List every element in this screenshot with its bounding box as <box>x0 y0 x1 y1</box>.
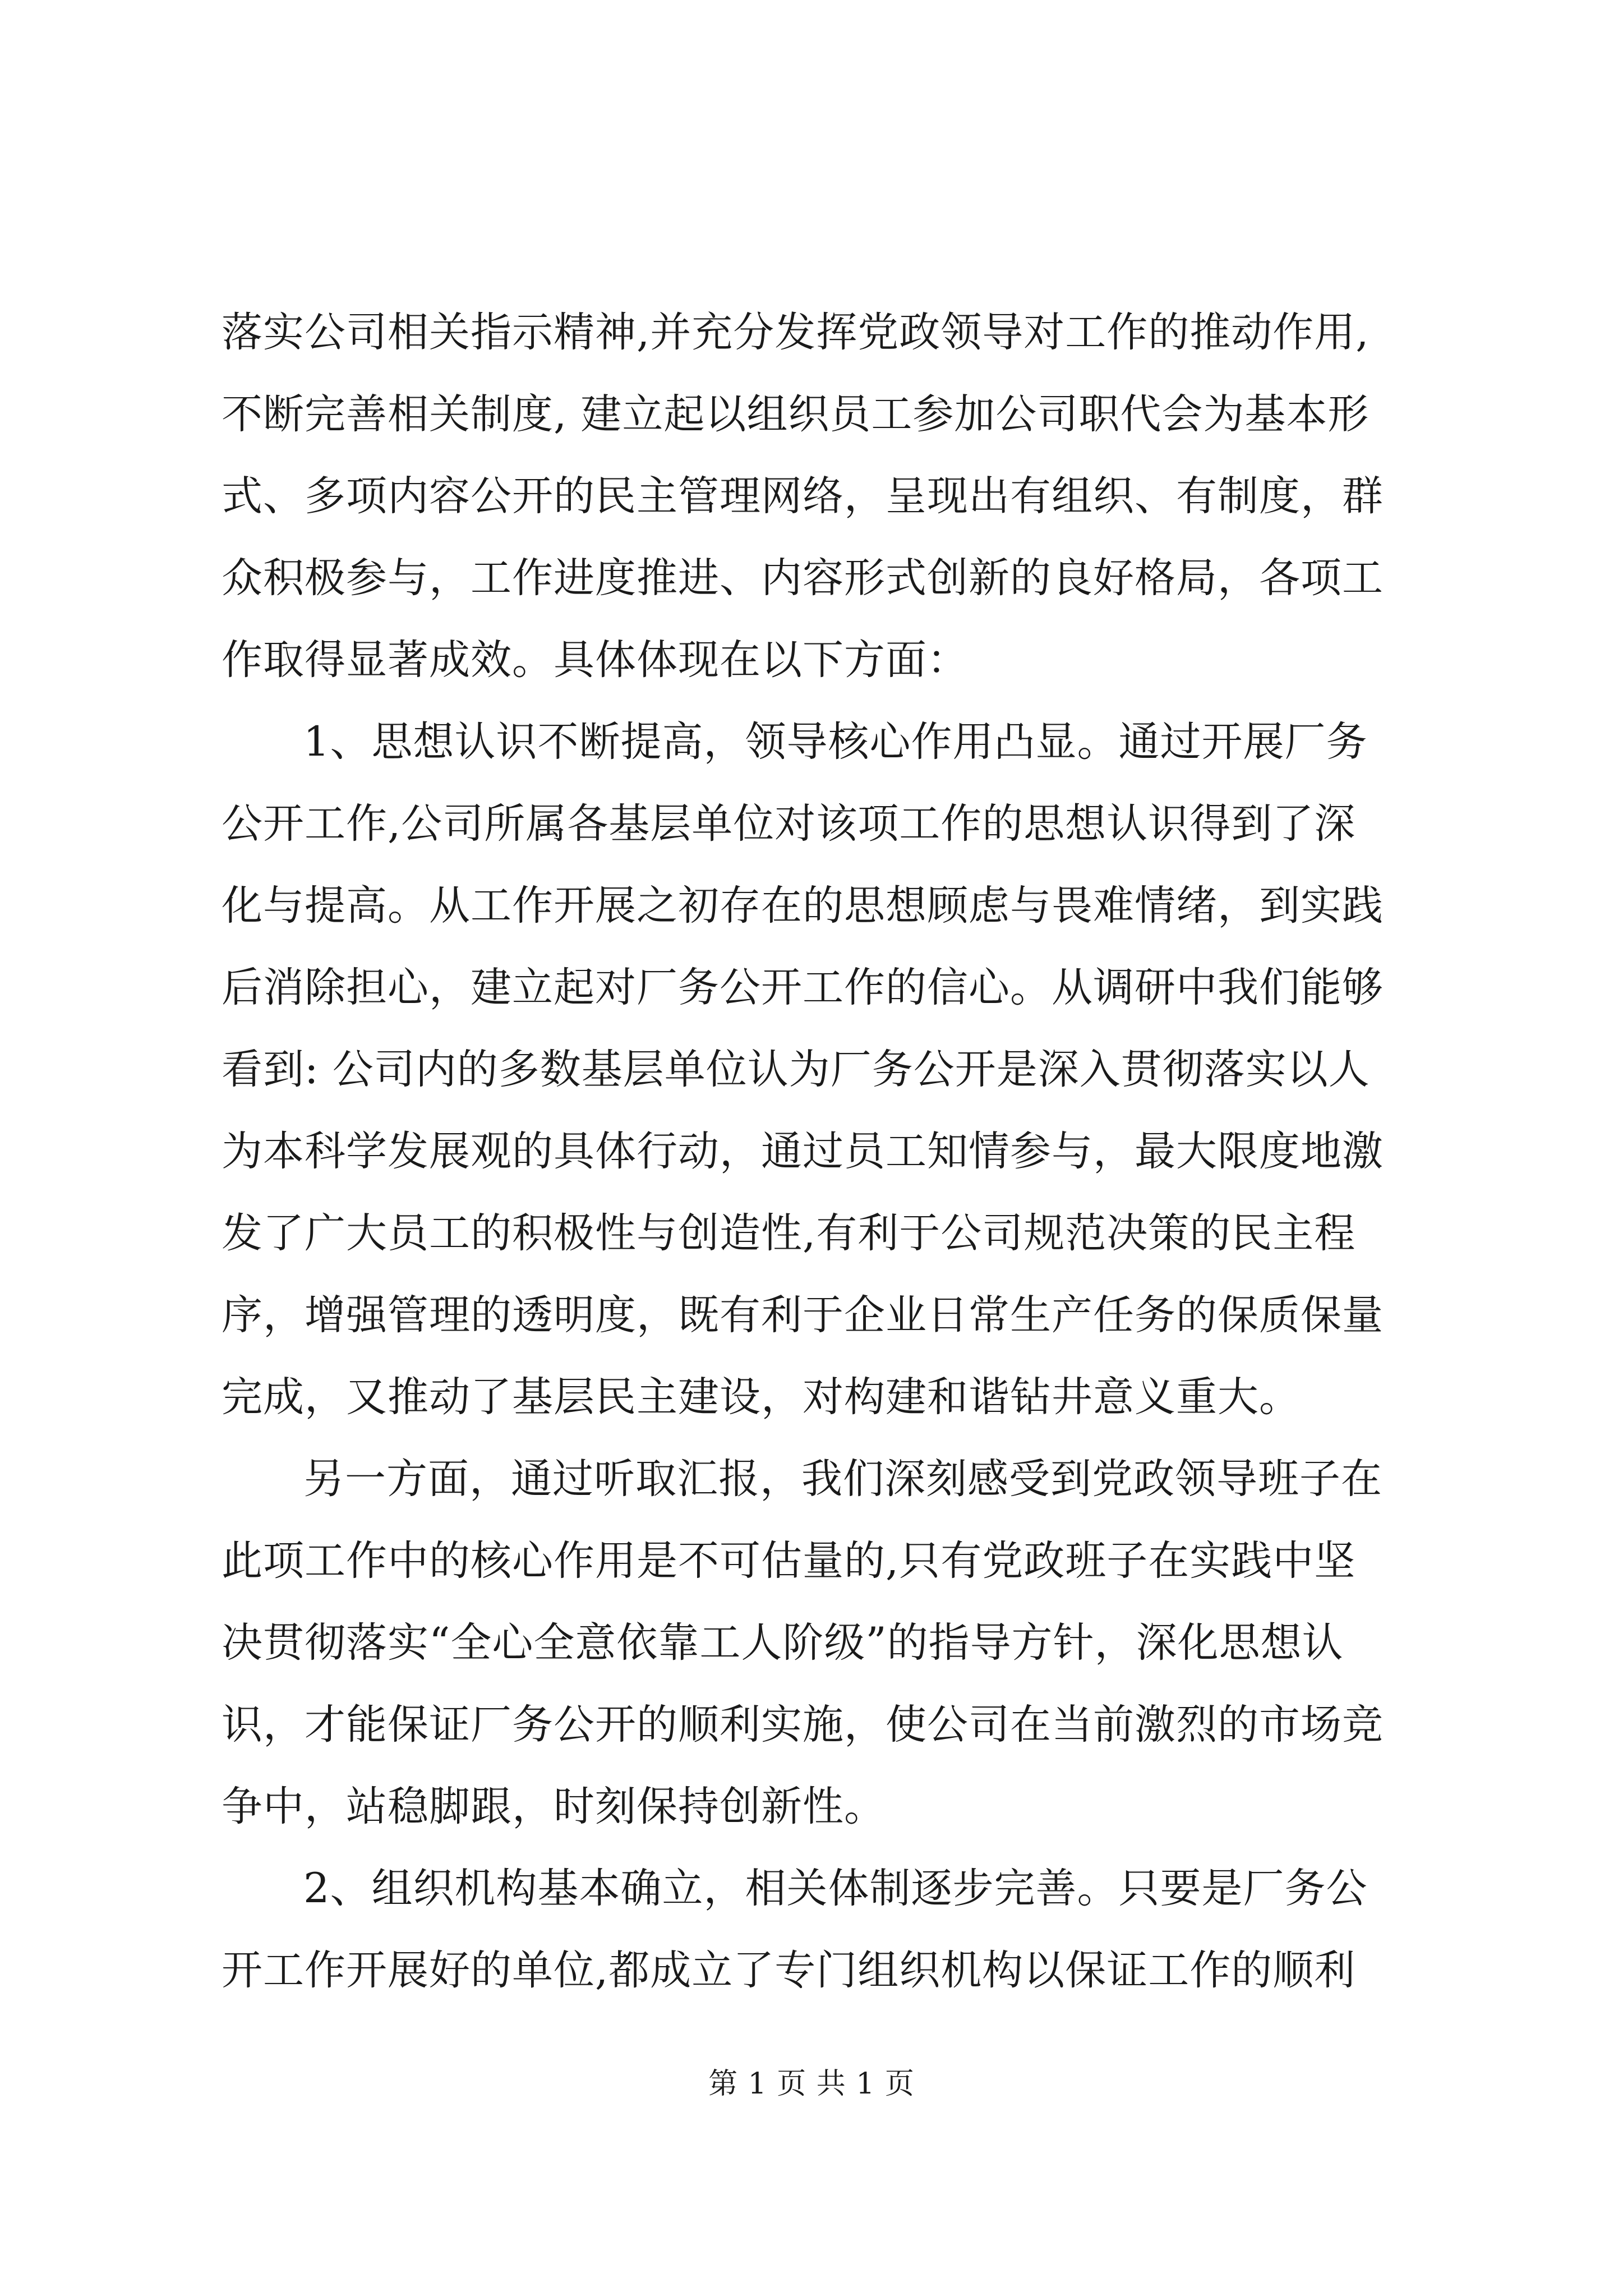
text-line: 公开工作,公司所属各基层单位对该项工作的思想认识得到了深 <box>222 800 1356 848</box>
text-line: 为本科学发展观的具体行动，通过员工知情参与，最大限度地激 <box>222 1128 1384 1175</box>
text-line: 式、多项内容公开的民主管理网络，呈现出有组织、有制度，群 <box>222 472 1384 520</box>
paragraph-3 <box>222 1438 1478 1848</box>
paragraph-1 <box>222 292 1478 701</box>
text-line: 争中，站稳脚跟，时刻保持创新性。 <box>222 1783 886 1830</box>
paragraph-4 <box>222 1848 1478 2012</box>
page-number-footer: 第 1 页 共 1 页 <box>708 2067 915 2101</box>
text-line: 序，增强管理的透明度，既有利于企业日常生产任务的保质保量 <box>222 1291 1384 1339</box>
text-line: 决贯彻落实“全心全意依靠工人阶级”的指导方针，深化思想认 <box>222 1619 1344 1667</box>
text-line: 作取得显著成效。具体体现在以下方面： <box>222 636 969 684</box>
text-line: 完成，又推动了基层民主建设，对构建和谐钻井意义重大。 <box>222 1373 1301 1421</box>
document-body <box>222 292 1478 2012</box>
text-line: 看到: 公司内的多数基层单位认为厂务公开是深入贯彻落实以人 <box>222 1046 1370 1093</box>
paragraph-2 <box>222 701 1478 1438</box>
text-line: 发了广大员工的积极性与创造性,有利于公司规范决策的民主程 <box>222 1209 1356 1257</box>
text-line: 开工作开展好的单位,都成立了专门组织机构以保证工作的顺利 <box>222 1947 1356 1994</box>
text-line: 不断完善相关制度, 建立起以组织员工参加公司职代会为基本形 <box>222 390 1370 438</box>
text-line: 后消除担心，建立起对厂务公开工作的信心。从调研中我们能够 <box>222 964 1384 1011</box>
text-line: 众积极参与，工作进度推进、内容形式创新的良好格局，各项工 <box>222 554 1384 602</box>
text-line: 1、思想认识不断提高，领导核心作用凸显。通过开展厂务 <box>303 718 1368 766</box>
text-line: 2、组织机构基本确立，相关体制逐步完善。只要是厂务公 <box>303 1865 1368 1912</box>
text-line: 另一方面，通过听取汇报，我们深刻感受到党政领导班子在 <box>303 1455 1382 1503</box>
text-line: 化与提高。从工作开展之初存在的思想顾虑与畏难情绪，到实践 <box>222 882 1384 930</box>
text-line: 此项工作中的核心作用是不可估量的,只有党政班子在实践中坚 <box>222 1537 1356 1585</box>
text-line: 落实公司相关指示精神,并充分发挥党政领导对工作的推动作用, <box>222 309 1370 356</box>
text-line: 识，才能保证厂务公开的顺利实施，使公司在当前激烈的市场竞 <box>222 1701 1384 1749</box>
